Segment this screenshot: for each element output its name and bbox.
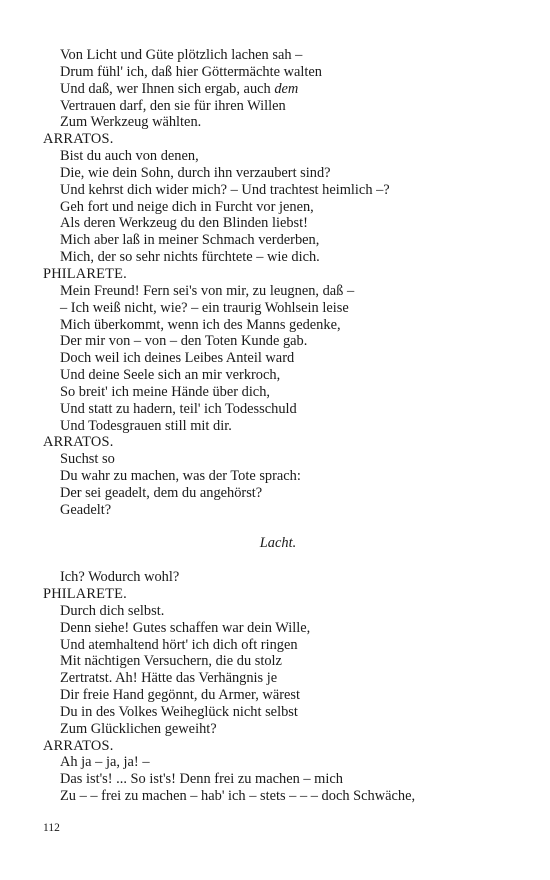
- line-text: Zum Glücklichen geweiht?: [60, 720, 217, 737]
- line-text: ARRATOS.: [43, 737, 114, 754]
- verse-line: [43, 401, 513, 418]
- line-text: Der mir von – von – den Toten Kunde gab.: [60, 333, 308, 350]
- verse-line: [43, 114, 513, 131]
- line-text: Vertrauen darf, den sie für ihren Willen: [60, 97, 286, 114]
- speaker-name: [43, 131, 513, 148]
- line-text: Mit nächtigen Versuchern, die du stolz: [60, 653, 282, 670]
- line-text: Und deine Seele sich an mir verkroch,: [60, 367, 281, 384]
- line-text: Doch weil ich deines Leibes Anteil ward: [60, 350, 295, 367]
- line-text: So breit' ich meine Hände über dich,: [60, 383, 270, 400]
- verse-line: [43, 283, 513, 300]
- line-text: PHILARETE.: [43, 265, 127, 282]
- speaker-name: [43, 738, 513, 755]
- verse-line: [43, 98, 513, 115]
- verse-line: [43, 502, 513, 519]
- blank-line: [43, 519, 513, 536]
- speaker-name: [43, 434, 513, 451]
- line-text: Ah ja – ja, ja! –: [60, 754, 150, 771]
- line-text: Denn siehe! Gutes schaffen war dein Wille,: [60, 619, 311, 636]
- verse-line: [43, 47, 513, 64]
- verse-line: [43, 333, 513, 350]
- verse-line: [43, 485, 513, 502]
- line-text: PHILARETE.: [43, 586, 127, 602]
- verse-line: [43, 704, 513, 721]
- line-text: Bist du auch von denen,: [60, 148, 199, 165]
- line-text: Die, wie dein Sohn, durch ihn verzaubert sind?: [60, 164, 331, 181]
- verse-line: [43, 384, 513, 401]
- line-text: Das ist's! ... So ist's! Denn frei zu machen – mich: [60, 771, 343, 788]
- line-text: Von Licht und Güte plötzlich lachen sah –: [60, 47, 303, 63]
- line-text: Zertratst. Ah! Hätte das Verhängnis je: [60, 670, 278, 687]
- verse-line: [43, 300, 513, 317]
- verse-line: [43, 199, 513, 216]
- verse-line: [43, 670, 513, 687]
- line-text: Und daß, wer Ihnen sich ergab, auch: [60, 80, 275, 97]
- speaker-name: [43, 266, 513, 283]
- verse-line: [43, 317, 513, 334]
- speaker-name: [43, 586, 513, 603]
- verse-line: [43, 653, 513, 670]
- line-text: Durch dich selbst.: [60, 602, 165, 619]
- verse-line: [43, 468, 513, 485]
- line-text: Als deren Werkzeug du den Blinden liebst!: [60, 215, 308, 232]
- verse-line: [43, 620, 513, 637]
- verse-line: [43, 687, 513, 704]
- verse-line: [43, 451, 513, 468]
- verse-line: [43, 569, 513, 586]
- verse-line: [43, 232, 513, 249]
- line-text: ARRATOS.: [43, 131, 114, 148]
- emphasized-word: dem: [274, 80, 299, 97]
- verse-line: [43, 64, 513, 81]
- line-text: Ich? Wodurch wohl?: [60, 569, 180, 586]
- line-text: ARRATOS.: [43, 434, 114, 451]
- verse-line: [43, 771, 513, 788]
- verse-line: [43, 418, 513, 435]
- verse-line: [43, 603, 513, 620]
- verse-line: [43, 182, 513, 199]
- line-text: Du in des Volkes Weiheglück nicht selbst: [60, 703, 298, 720]
- verse-line: [43, 215, 513, 232]
- line-text: Und atemhaltend hört' ich dich oft ringen: [60, 636, 298, 653]
- verse-line: [43, 249, 513, 266]
- line-text: Suchst so: [60, 451, 115, 468]
- line-text: Zu – – frei zu machen – hab' ich – stets – – – doch Schwäche,: [60, 788, 416, 805]
- line-text: Und Todesgrauen still mit dir.: [60, 417, 232, 434]
- verse-line: [43, 165, 513, 182]
- verse-line: [43, 754, 513, 771]
- page-number: 112: [43, 822, 60, 834]
- drama-text: [43, 47, 513, 805]
- line-text: Geadelt?: [60, 501, 112, 518]
- line-text: Mich aber laß in meiner Schmach verderben,: [60, 232, 320, 249]
- verse-line: [43, 788, 513, 805]
- line-text: Dir freie Hand gegönnt, du Armer, wärest: [60, 687, 300, 704]
- verse-line: [43, 367, 513, 384]
- line-text: Und statt zu hadern, teil' ich Todesschuld: [60, 400, 297, 417]
- line-text: Zum Werkzeug wählten.: [60, 114, 202, 131]
- line-text: Und kehrst dich wider mich? – Und trachtest heimlich –?: [60, 181, 390, 198]
- line-text: Mein Freund! Fern sei's von mir, zu leugnen, daß –: [60, 282, 355, 299]
- line-text: Drum fühl' ich, daß hier Göttermächte walten: [60, 63, 322, 80]
- line-text: Lacht.: [259, 535, 297, 552]
- blank-line: [43, 552, 513, 569]
- line-text: Geh fort und neige dich in Furcht vor jenen,: [60, 198, 314, 215]
- line-text: – Ich weiß nicht, wie? – ein traurig Wohlsein leise: [60, 299, 349, 316]
- line-text: Mich, der so sehr nichts fürchtete – wie dich.: [60, 249, 320, 266]
- verse-line: [43, 148, 513, 165]
- verse-line: [43, 637, 513, 654]
- line-text: Du wahr zu machen, was der Tote sprach:: [60, 468, 301, 485]
- line-text: Mich überkommt, wenn ich des Manns gedenke,: [60, 316, 341, 333]
- stage-direction: [43, 535, 513, 552]
- verse-line: [43, 721, 513, 738]
- verse-line: [43, 81, 513, 98]
- line-text: Der sei geadelt, dem du angehörst?: [60, 484, 263, 501]
- verse-line: [43, 350, 513, 367]
